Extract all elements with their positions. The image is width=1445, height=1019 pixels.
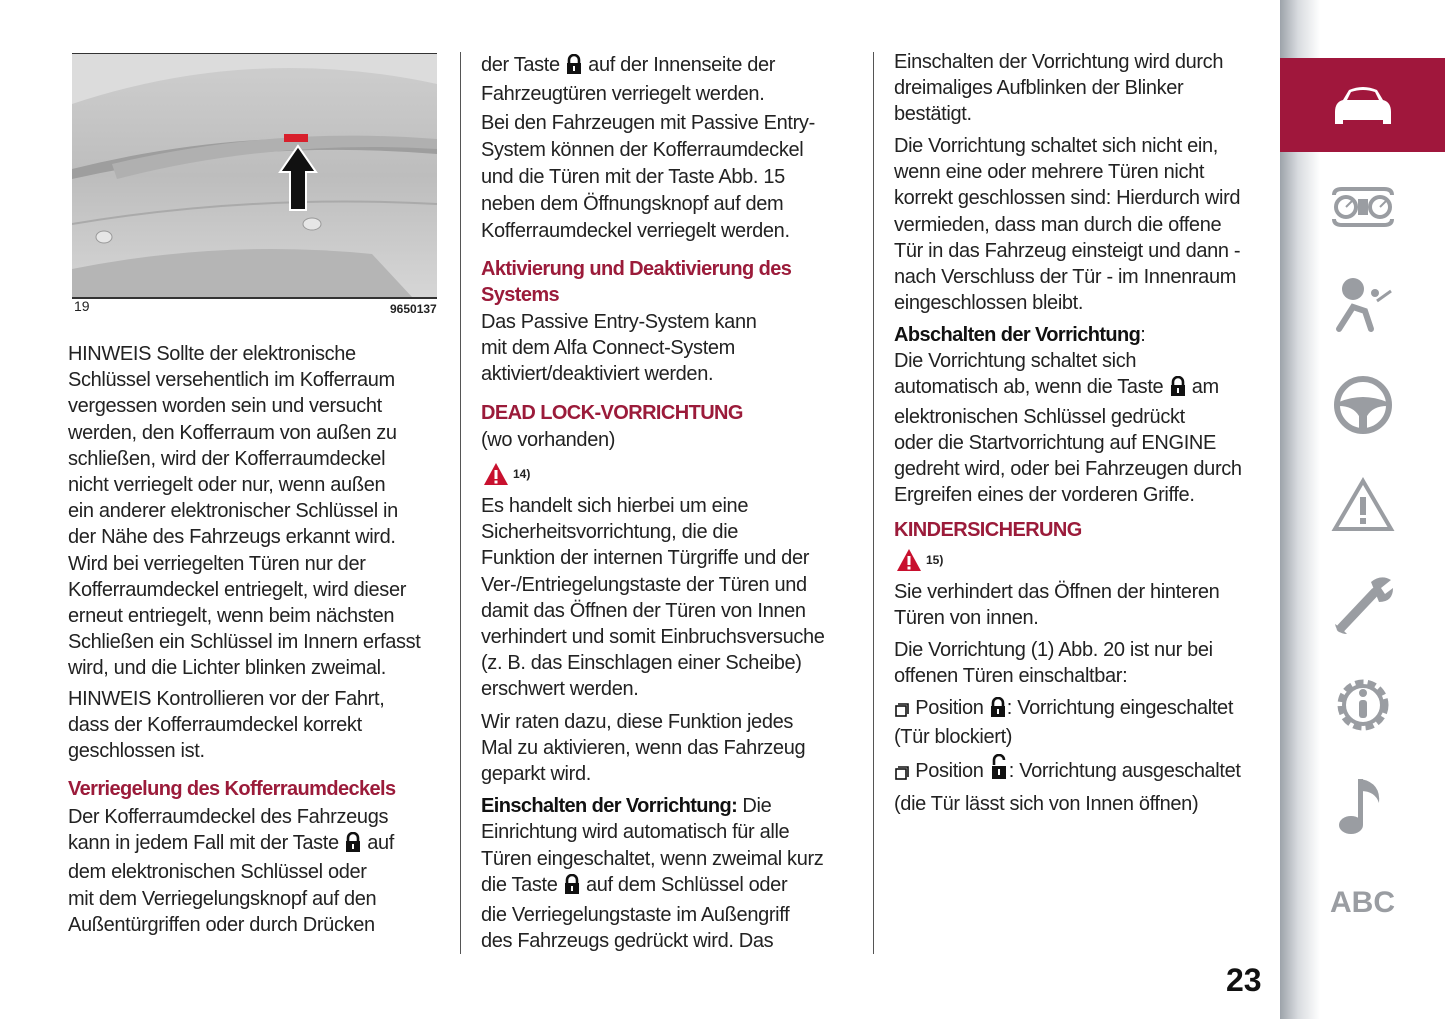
warning-reference (483, 462, 530, 486)
text-line (481, 872, 823, 901)
text-line: Kofferraumdeckel entriegelt, wird dieser (68, 578, 407, 601)
text-line: schließen, wird der Kofferraumdeckel (68, 447, 386, 470)
info-gear-icon (1331, 673, 1395, 737)
wrench-icon (1331, 572, 1395, 638)
text-line: Fahrzeugtüren verriegelt werden. (481, 83, 765, 106)
music-note-icon (1335, 773, 1391, 837)
text-line: erneut entriegelt, wenn beim nächsten (68, 605, 395, 628)
text-line (894, 374, 1242, 403)
chapter-tab-safety[interactable] (1280, 258, 1445, 352)
text-line: (die Tür lässt sich von Innen öffnen) (894, 793, 1199, 815)
chapter-tab-vehicle[interactable] (1280, 58, 1445, 152)
text-line: Sie verhindert das Öffnen der hinteren (894, 581, 1220, 603)
text-line: (z. B. das Einschlagen einer Scheibe) (481, 652, 802, 675)
text-line: elektronischen Schlüssel gedrückt (894, 405, 1185, 428)
text-line: Ver-/Entriegelungstaste der Türen und (481, 573, 807, 596)
text-line (894, 322, 1242, 348)
text-line: Der Kofferraumdeckel des Fahrzeugs (68, 806, 389, 828)
para-disable-device (894, 322, 1242, 508)
text-line: mit dem Verriegelungsknopf auf den (68, 887, 377, 910)
text-segment: : Vorrichtung ausgeschaltet (1008, 760, 1241, 782)
text-line: neben dem Öffnungsknopf auf dem (481, 193, 784, 215)
text-line: dreimaliges Aufblinken der Blinker (894, 77, 1184, 100)
para-dead-lock-description (481, 493, 825, 703)
text-line: wird, und die Lichter blinken zweimal. (68, 657, 386, 680)
text-line: Schlüssel versehentlich im Kofferraum (68, 369, 395, 392)
chapter-tab-multimedia[interactable] (1280, 758, 1445, 852)
para-passive-entry (481, 110, 815, 245)
trunk-photo-illustration (72, 54, 437, 297)
chapter-tab-emergency[interactable] (1280, 458, 1445, 552)
text-line: erschwert werden. (481, 678, 639, 701)
para-confirmation (894, 49, 1223, 128)
car-icon (1331, 82, 1395, 128)
chapter-tab-instruments[interactable] (1280, 160, 1445, 254)
checkbox-icon (895, 759, 909, 789)
heading-dead-lock (481, 400, 743, 426)
para-alfa-connect (481, 309, 757, 388)
text-line: Das Passive Entry-System kann (481, 311, 757, 333)
bullet-position-locked (894, 695, 1233, 750)
text-line: Bei den Fahrzeugen mit Passive Entry- (481, 112, 815, 134)
column-divider (873, 52, 874, 954)
text-line: Es handelt sich hierbei um eine (481, 495, 749, 517)
para-child-lock-device (894, 637, 1213, 689)
text-line: DEAD LOCK-VORRICHTUNG (481, 402, 743, 424)
text-line: (Tür blockiert) (894, 726, 1013, 749)
text-line: Einschalten der Vorrichtung wird durch (894, 51, 1224, 73)
text-line (894, 754, 1241, 789)
text-line: (wo vorhanden) (481, 429, 616, 451)
text-line: dem elektronischen Schlüssel oder (68, 861, 367, 884)
text-line: die Verriegelungstaste im Außengriff (481, 903, 790, 926)
steering-wheel-icon (1331, 374, 1395, 436)
page-number: 23 (1226, 962, 1262, 998)
text-line (68, 830, 394, 859)
warning-ref-number: 15) (926, 553, 944, 567)
text-segment: am (1186, 376, 1219, 399)
warning-ref-number: 14) (513, 467, 531, 481)
text-line: geschlossen ist. (68, 740, 205, 763)
text-line: geparkt wird. (481, 763, 591, 786)
text-line: Ergreifen eines der vorderen Griffe. (894, 484, 1195, 507)
text-segment: auf der Innenseite der (582, 54, 776, 76)
heading-trunk-locking (68, 776, 396, 802)
para-not-enabled (894, 133, 1240, 316)
text-line: mit dem Alfa Connect-System (481, 337, 735, 360)
text-line: des Fahrzeugs gedrückt wird. Das (481, 930, 774, 953)
text-line: offenen Türen einschaltbar: (894, 665, 1128, 688)
checkbox-icon (895, 698, 909, 724)
airbag-icon (1331, 275, 1395, 335)
text-segment: Die (737, 795, 772, 817)
text-segment: Position (910, 760, 989, 782)
text-segment: Position (910, 697, 989, 719)
lock-closed-icon (1170, 376, 1186, 403)
text-line: Außentürgriffen oder durch Drücken (68, 913, 375, 936)
text-line: nicht verriegelt oder nur, wenn außen (68, 474, 386, 497)
text-line: gedreht wird, oder bei Fahrzeugen durch (894, 458, 1242, 481)
text-line: Kofferraumdeckel verriegelt werden. (481, 220, 790, 242)
text-segment: automatisch ab, wenn die Taste (894, 376, 1169, 399)
text-line (894, 695, 1233, 724)
warning-triangle-icon (1331, 477, 1395, 533)
text-line: verhindert und somit Einbruchsversuche (481, 626, 825, 649)
text-line: Funktion der internen Türgriffe und der (481, 547, 810, 570)
text-line: oder die Startvorrichtung auf ENGINE (894, 431, 1216, 454)
text-line: nach Verschluss der Tür - im Innenraum (894, 266, 1237, 289)
text-line: vermieden, dass man durch die offene (894, 213, 1222, 236)
warning-reference (896, 548, 943, 572)
text-line: Aktivierung und Deaktivierung des (481, 258, 792, 280)
text-line: KINDERSICHERUNG (894, 519, 1082, 541)
abc-index-label: ABC (1330, 886, 1395, 919)
instrument-cluster-icon (1330, 185, 1396, 229)
text-line: Wird bei verriegelten Türen nur der (68, 552, 366, 575)
text-line: eingeschlossen bleibt. (894, 292, 1084, 315)
lock-closed-icon (566, 54, 582, 81)
bold-label: Abschalten der Vorrichtung (894, 324, 1141, 346)
column-divider (460, 52, 461, 954)
warning-triangle-icon (483, 462, 509, 486)
para-enable-device (481, 793, 823, 954)
chapter-tab-starting-driving[interactable] (1280, 358, 1445, 452)
lock-closed-icon (990, 697, 1006, 724)
text-line: vergessen worden sein und versucht (68, 395, 382, 418)
figure-number: 19 (74, 298, 90, 314)
chapter-sidebar (1280, 0, 1445, 1019)
text-line: Die Vorrichtung schaltet sich (894, 350, 1137, 373)
text-line: Türen eingeschaltet, wenn zweimal kurz (481, 847, 824, 870)
lock-closed-icon (345, 832, 361, 859)
text-line: korrekt geschlossen sind: Hierdurch wird (894, 187, 1241, 210)
heading-activation (481, 256, 791, 308)
note-check-trunk (68, 686, 384, 765)
text-line: HINWEIS Kontrollieren vor der Fahrt, (68, 688, 385, 710)
chapter-tab-maintenance[interactable] (1280, 558, 1445, 652)
text-line: HINWEIS Sollte der elektronische (68, 343, 356, 365)
text-line: werden, den Kofferraum von außen zu (68, 421, 397, 444)
text-line: Einrichtung wird automatisch für alle (481, 821, 790, 844)
text-line: und die Türen mit der Taste Abb. 15 (481, 166, 785, 188)
text-segment: auf (362, 832, 394, 855)
text-line: Die Vorrichtung schaltet sich nicht ein, (894, 135, 1218, 157)
text-segment: : Vorrichtung eingeschaltet (1006, 697, 1234, 719)
text-line: Schließen ein Schlüssel im Innern erfasst (68, 631, 421, 654)
figure-code: 9650137 (390, 302, 437, 316)
bullet-position-unlocked (894, 754, 1241, 819)
text-segment: die Taste (481, 874, 563, 897)
para-where-available (481, 427, 615, 453)
text-line (481, 793, 823, 819)
text-line: wenn eine oder mehrere Türen nicht (894, 161, 1205, 184)
para-recommendation (481, 709, 805, 788)
para-trunk-locking (68, 804, 394, 938)
text-line: Systems (481, 284, 560, 307)
text-line: der Nähe des Fahrzeugs erkannt wird. (68, 526, 396, 549)
lock-closed-icon (564, 874, 580, 901)
para-door-lock-button (481, 52, 775, 107)
text-line: Sicherheitsvorrichtung, die die (481, 521, 739, 544)
text-line: Mal zu aktivieren, wenn das Fahrzeug (481, 737, 806, 760)
text-line: dass der Kofferraumdeckel korrekt (68, 714, 362, 737)
text-line: Die Vorrichtung (1) Abb. 20 ist nur bei (894, 639, 1213, 661)
note-key-in-trunk (68, 341, 421, 682)
text-line: System können der Kofferraumdeckel (481, 139, 804, 161)
text-line (481, 52, 775, 81)
text-segment: auf dem Schlüssel oder (580, 874, 788, 897)
warning-triangle-icon (896, 548, 922, 572)
text-line: Türen von innen. (894, 607, 1039, 630)
lock-open-icon (990, 754, 1008, 789)
text-line: Wir raten dazu, diese Funktion jedes (481, 711, 794, 733)
chapter-tab-index[interactable] (1280, 856, 1445, 950)
text-line: Tür in das Fahrzeug einsteigt und dann - (894, 239, 1241, 262)
text-line: Verriegelung des Kofferraumdeckels (68, 778, 396, 800)
heading-child-lock (894, 517, 1082, 543)
text-line: aktiviert/deaktiviert werden. (481, 363, 714, 386)
text-line: ein anderer elektronischer Schlüssel in (68, 500, 398, 523)
figure-trunk-lock-button (72, 53, 437, 299)
chapter-tab-technical-data[interactable] (1280, 658, 1445, 752)
text-segment: : (1140, 324, 1146, 346)
text-segment: der Taste (481, 54, 565, 76)
text-segment: kann in jedem Fall mit der Taste (68, 832, 344, 855)
para-child-lock-purpose (894, 579, 1219, 631)
text-line: damit das Öffnen der Türen von Innen (481, 599, 806, 622)
bold-label: Einschalten der Vorrichtung: (481, 795, 738, 817)
text-line: bestätigt. (894, 103, 972, 126)
